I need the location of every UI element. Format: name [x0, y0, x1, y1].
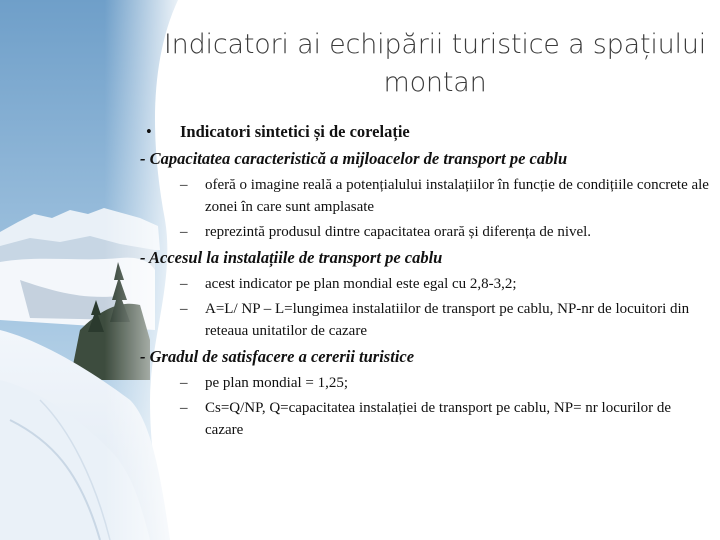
slide-title: Indicatori ai echipării turistice a spațiului montan	[163, 29, 707, 98]
sub-bullet	[140, 298, 710, 342]
sub-bullet-text: A=L/ NP – L=lungimea instalatiilor de transport pe cablu, NP-nr de locuitori din reteaua unitatilor de cazare	[205, 301, 690, 339]
sub-bullet-text: oferă o imagine reală a potențialului instalațiilor în funcție de condițiile concrete ale zonei în care sunt amplasate	[205, 177, 709, 215]
bullet-marker: •	[146, 122, 152, 141]
section-heading: - Accesul la instalațiile de transport pe cablu	[140, 248, 443, 267]
dash-marker: –	[180, 276, 188, 292]
dash-marker: –	[180, 301, 188, 317]
sub-bullet	[140, 221, 710, 243]
sub-bullet-text: Cs=Q/NP, Q=capacitatea instalației de transport pe cablu, NP= nr locurilor de cazare	[205, 400, 672, 438]
dash-marker: –	[180, 375, 188, 391]
dash-marker: –	[180, 400, 188, 416]
sub-bullet-text: acest indicator pe plan mondial este egal cu 2,8-3,2;	[205, 276, 517, 292]
sub-bullet	[140, 372, 710, 394]
main-bullet-text: Indicatori sintetici și de corelație	[180, 122, 410, 141]
sub-bullet	[140, 273, 710, 295]
slide-content	[140, 120, 710, 441]
sub-bullet-text: reprezintă produsul dintre capacitatea orară și diferența de nivel.	[205, 224, 592, 240]
sub-bullet	[140, 174, 710, 218]
sub-bullet	[140, 397, 710, 441]
dash-marker: –	[180, 177, 188, 193]
section-heading: - Gradul de satisfacere a cererii turistice	[140, 347, 415, 366]
dash-marker: –	[180, 224, 188, 240]
main-bullet	[146, 120, 710, 144]
sub-bullet-text: pe plan mondial = 1,25;	[205, 375, 349, 391]
section-heading: - Capacitatea caracteristică a mijloacelor de transport pe cablu	[140, 149, 568, 168]
